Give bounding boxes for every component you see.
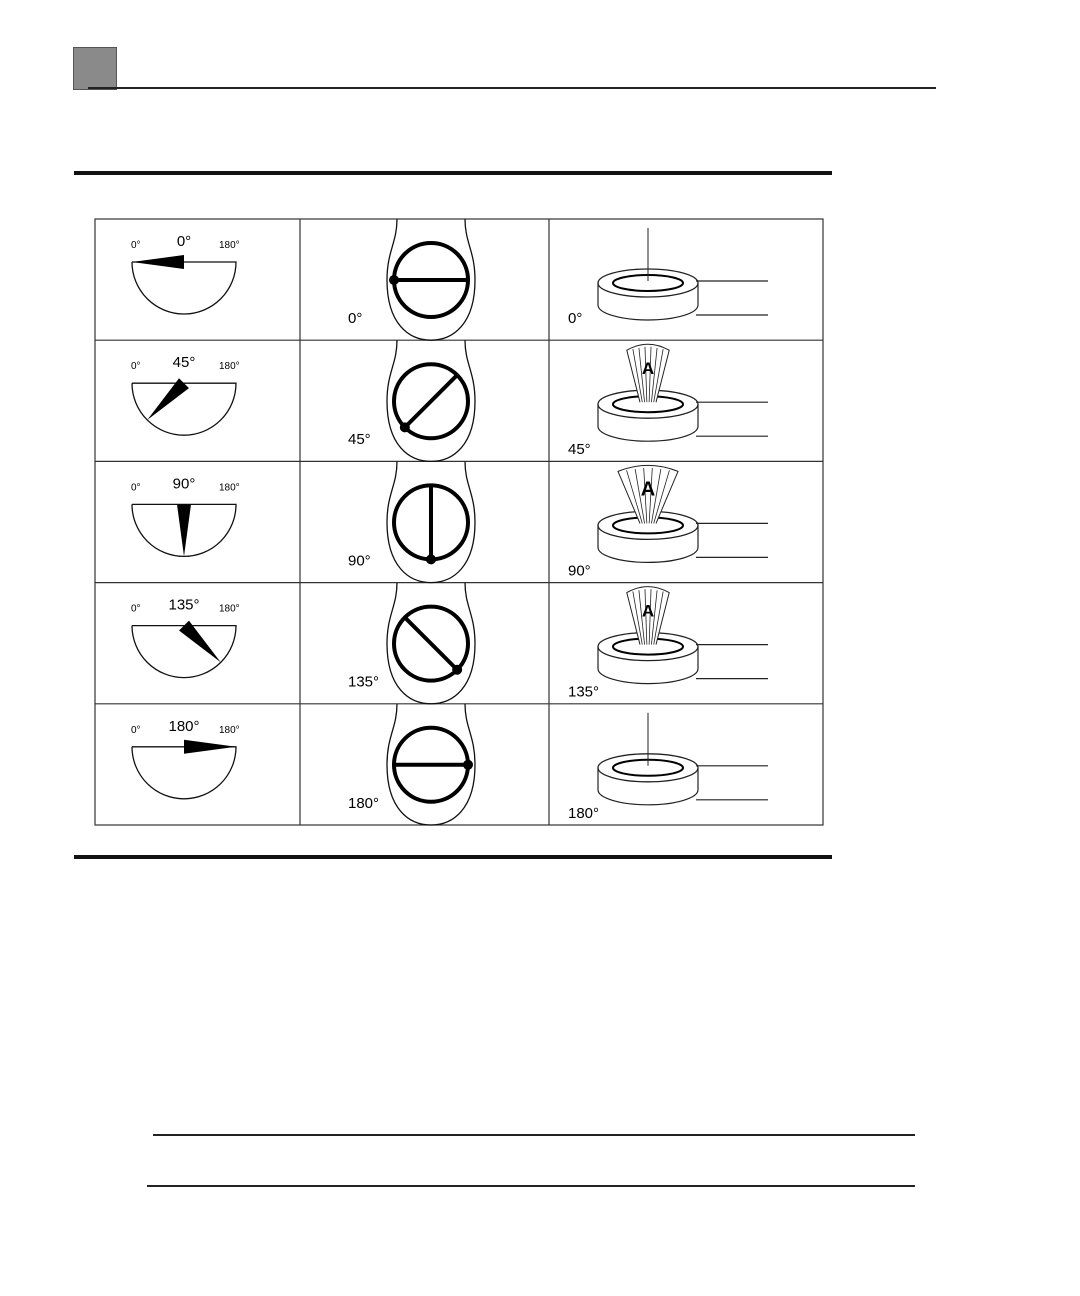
dial-start-label: 0° [131,240,141,251]
dial-semicircle [132,747,236,799]
probe-marker-dot [463,760,473,770]
dial-semicircle [132,262,236,314]
dial-start-label: 0° [131,482,141,494]
transducer-body [598,283,698,320]
scan-plane-fan [627,587,669,645]
probe-angle-label: 0° [348,310,363,327]
scan-plane-letter: A [641,601,655,621]
probe-diameter-line [405,617,457,669]
transducer-body [598,768,698,805]
transducer-body [598,525,698,562]
dial-pointer [184,740,236,754]
dial-angle-label: 0° [176,233,192,250]
transducer-angle-label: 0° [568,310,583,327]
figure-row-135 [131,583,768,704]
probe-angle-label: 135° [348,673,380,691]
probe-marker-dot [389,275,399,285]
dial-start-label: 0° [131,603,141,615]
dial-angle-label: 45° [172,354,196,372]
transducer-body [598,647,698,684]
dial-angle-label: 135° [168,596,200,614]
dial-pointer [132,255,184,269]
dial-end-label: 180° [219,724,240,736]
scan-plane-letter: A [641,359,655,379]
dial-angle-label: 180° [168,717,200,735]
transducer-body [598,404,698,441]
transducer-angle-label: 135° [568,683,600,701]
scan-plane-fan [627,344,669,402]
dial-start-label: 0° [131,361,141,373]
dial-end-label: 180° [219,482,240,494]
scan-plane-letter: A [640,478,656,501]
figure-row-45 [131,340,768,461]
probe-angle-label: 180° [348,794,380,812]
dial-angle-label: 90° [172,475,196,493]
dial-pointer [177,504,191,556]
figure-row-0 [131,219,768,340]
probe-diameter-line [405,375,457,427]
dial-pointer [179,621,221,663]
figure-row-90 [131,461,768,582]
dial-start-label: 0° [131,724,141,736]
dial-end-label: 180° [219,603,240,615]
figure-row-180 [131,704,768,825]
probe-angle-label: 90° [348,552,371,570]
dial-pointer [147,378,189,420]
probe-marker-dot [452,665,462,675]
dial-end-label: 180° [219,361,240,373]
probe-marker-dot [426,554,436,564]
dial-end-label: 180° [219,240,240,251]
probe-angle-label: 45° [348,431,371,449]
scan-plane-fan [618,465,678,523]
transducer-angle-label: 90° [568,562,591,580]
probe-marker-dot [400,422,410,432]
transducer-angle-label: 180° [568,804,600,822]
transducer-angle-label: 45° [568,441,591,459]
